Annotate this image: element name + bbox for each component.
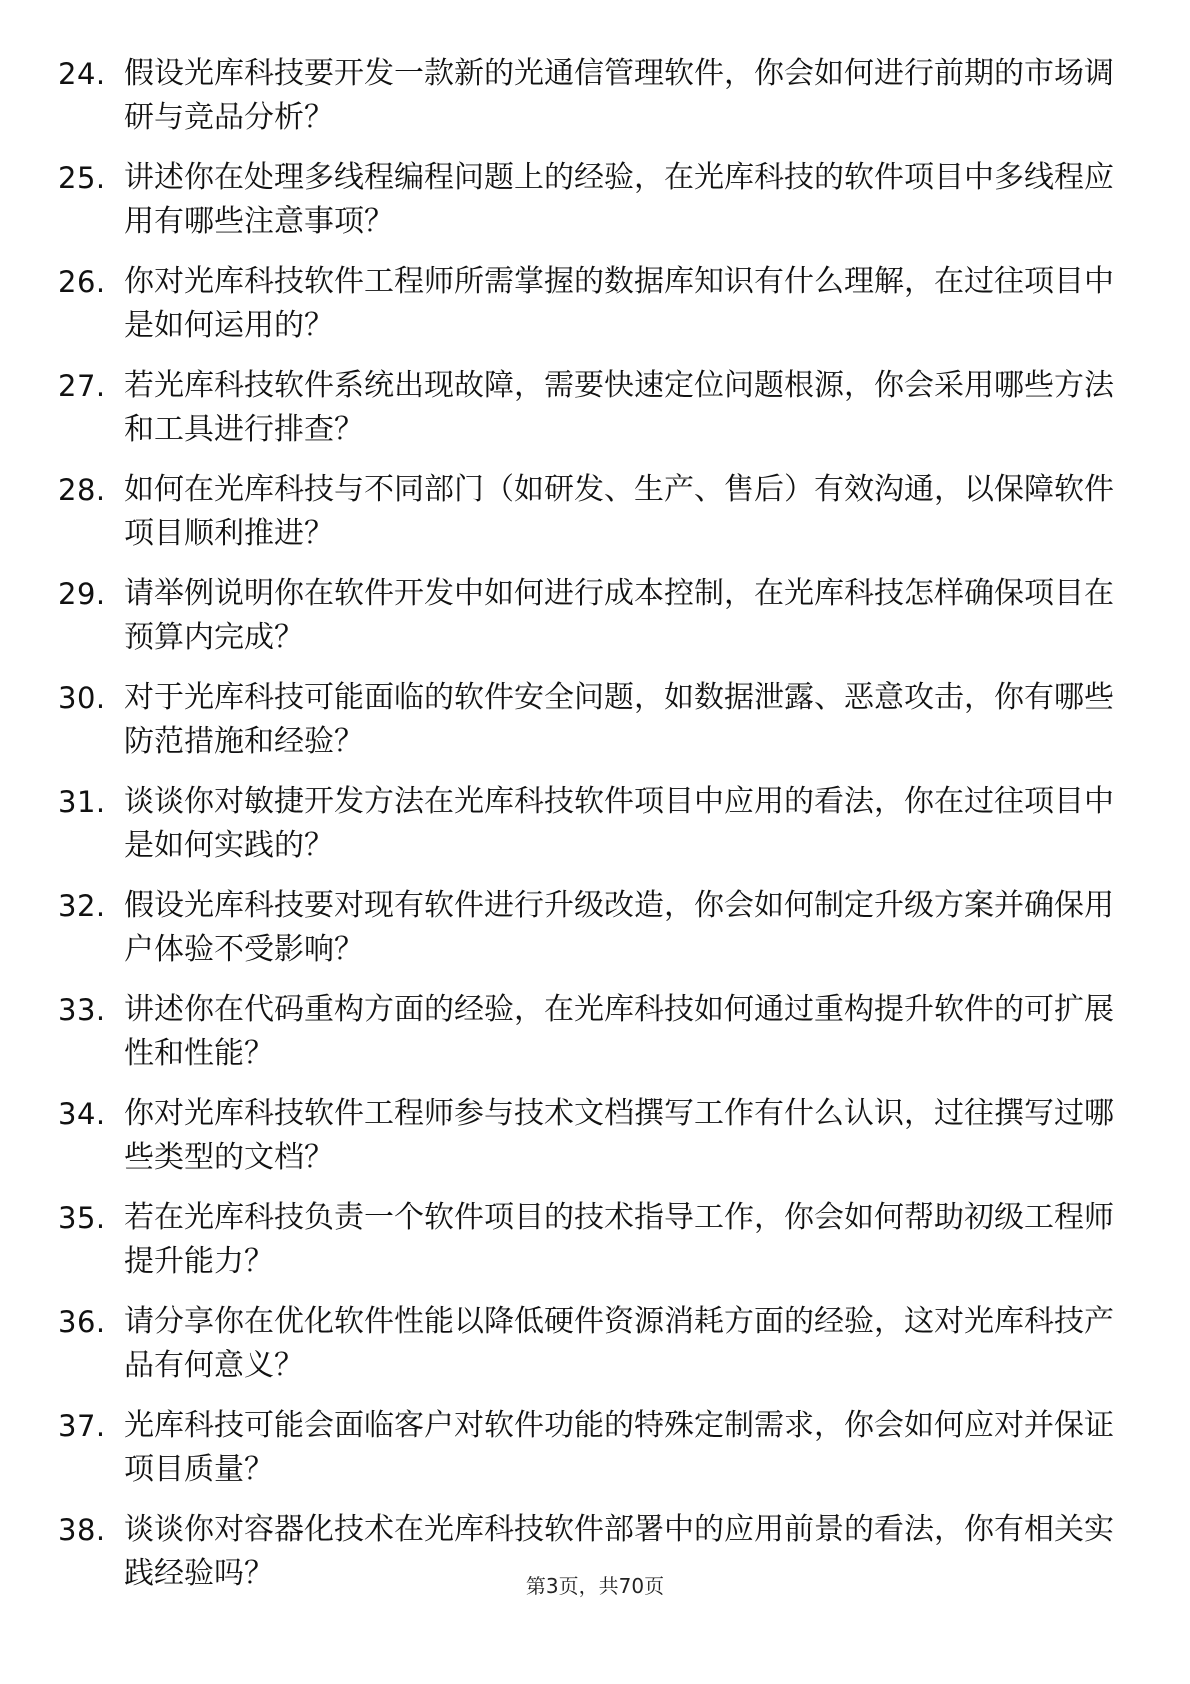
question-number: 26. <box>58 265 106 299</box>
question-text: 假设光库科技要开发一款新的光通信管理软件，你会如何进行前期的市场调研与竞品分析？ <box>124 56 1114 135</box>
question-number: 34. <box>58 1097 106 1131</box>
question-item <box>58 1092 1138 1196</box>
question-text: 谈谈你对敏捷开发方法在光库科技软件项目中应用的看法，你在过往项目中是如何实践的？ <box>124 784 1114 863</box>
question-text: 对于光库科技可能面临的软件安全问题，如数据泄露、恶意攻击，你有哪些防范措施和经验？ <box>124 680 1114 759</box>
question-number: 25. <box>58 161 106 195</box>
question-item <box>58 1196 1138 1300</box>
question-number: 35. <box>58 1201 106 1235</box>
question-number: 33. <box>58 993 106 1027</box>
question-number: 24. <box>58 57 106 91</box>
question-number: 27. <box>58 369 106 403</box>
question-item <box>58 780 1138 884</box>
question-number: 28. <box>58 473 106 507</box>
question-text: 讲述你在代码重构方面的经验，在光库科技如何通过重构提升软件的可扩展性和性能？ <box>124 992 1114 1071</box>
question-number: 37. <box>58 1409 106 1443</box>
question-number: 36. <box>58 1305 106 1339</box>
question-number: 38. <box>58 1513 106 1547</box>
question-text: 光库科技可能会面临客户对软件功能的特殊定制需求，你会如何应对并保证项目质量？ <box>124 1408 1114 1487</box>
question-number: 29. <box>58 577 106 611</box>
question-item <box>58 676 1138 780</box>
question-item <box>58 1300 1138 1404</box>
question-item <box>58 468 1138 572</box>
question-item <box>58 988 1138 1092</box>
question-text: 若在光库科技负责一个软件项目的技术指导工作，你会如何帮助初级工程师提升能力？ <box>124 1200 1114 1279</box>
question-text: 谈谈你对容器化技术在光库科技软件部署中的应用前景的看法，你有相关实践经验吗？ <box>124 1512 1114 1591</box>
question-item <box>58 156 1138 260</box>
question-item <box>58 364 1138 468</box>
question-number: 30. <box>58 681 106 715</box>
question-text: 若光库科技软件系统出现故障，需要快速定位问题根源，你会采用哪些方法和工具进行排查？ <box>124 368 1114 447</box>
question-item <box>58 572 1138 676</box>
page-number-footer: 第3页，共70页 <box>525 1574 665 1598</box>
question-number: 31. <box>58 785 106 819</box>
question-text: 请举例说明你在软件开发中如何进行成本控制，在光库科技怎样确保项目在预算内完成？ <box>124 576 1114 655</box>
question-text: 假设光库科技要对现有软件进行升级改造，你会如何制定升级方案并确保用户体验不受影响？ <box>124 888 1114 967</box>
question-text: 你对光库科技软件工程师参与技术文档撰写工作有什么认识，过往撰写过哪些类型的文档？ <box>124 1096 1114 1175</box>
question-text: 讲述你在处理多线程编程问题上的经验，在光库科技的软件项目中多线程应用有哪些注意事项？ <box>124 160 1114 239</box>
question-text: 你对光库科技软件工程师所需掌握的数据库知识有什么理解，在过往项目中是如何运用的？ <box>124 264 1114 343</box>
question-text: 如何在光库科技与不同部门（如研发、生产、售后）有效沟通，以保障软件项目顺利推进？ <box>124 472 1114 551</box>
question-item <box>58 260 1138 364</box>
question-list <box>58 52 1138 1612</box>
question-item <box>58 1404 1138 1508</box>
question-item <box>58 884 1138 988</box>
question-number: 32. <box>58 889 106 923</box>
question-text: 请分享你在优化软件性能以降低硬件资源消耗方面的经验，这对光库科技产品有何意义？ <box>124 1304 1114 1383</box>
question-item <box>58 52 1138 156</box>
